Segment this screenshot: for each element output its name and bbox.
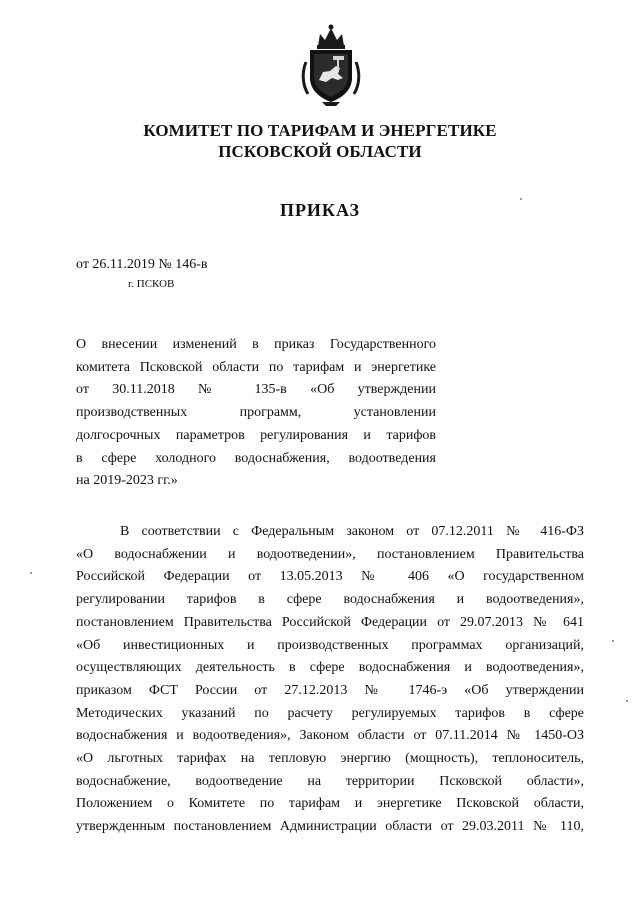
subject-line: комитета Псковской области по тарифам и энергетике <box>76 359 436 375</box>
organization-name-line-1: КОМИТЕТ ПО ТАРИФАМ И ЭНЕРГЕТИКЕ <box>143 121 497 140</box>
subject-line: от 30.11.2018 № 135-в «Об утверждении <box>76 382 436 398</box>
body-line: В соответствии с Федеральным законом от 07.12.2011 № 416-ФЗ <box>120 524 584 539</box>
document-subject <box>76 334 436 493</box>
coat-of-arms-icon <box>300 22 362 106</box>
organization-name <box>0 120 640 162</box>
subject-line: на 2019-2023 гг.» <box>76 473 178 489</box>
body-line: «О водоснабжении и водоотведении», постановлением Правительства <box>76 546 584 562</box>
body-line: «О льготных тарифах на тепловую энергию (мощность), теплоноситель, <box>76 751 584 767</box>
organization-name-line-2: ПСКОВСКОЙ ОБЛАСТИ <box>218 142 422 161</box>
body-line: Положением о Комитете по тарифам и энергетике Псковской области, <box>76 796 584 812</box>
subject-line: в сфере холодного водоснабжения, водоотведения <box>76 450 436 466</box>
body-line: водоснабжение, водоотведение на территории Псковской области», <box>76 773 584 789</box>
scan-speck <box>520 198 522 200</box>
body-line: утвержденным постановлением Администрации области от 29.03.2011 № 110, <box>76 819 584 835</box>
body-line: регулировании тарифов в сфере водоснабжения и водоотведения», <box>76 592 584 608</box>
body-line: Методических указаний по расчету регулируемых тарифов в сфере <box>76 705 584 721</box>
scan-speck <box>30 572 32 574</box>
body-line: постановлением Правительства Российской Федерации от 29.07.2013 № 641 <box>76 614 584 630</box>
document-city: г. ПСКОВ <box>128 278 175 290</box>
document-date-number: от 26.11.2019 № 146-в <box>76 257 208 272</box>
scan-speck <box>612 640 614 642</box>
body-line: Российской Федерации от 13.05.2013 № 406 «О государственном <box>76 569 584 585</box>
document-body <box>76 521 584 839</box>
document-title: ПРИКАЗ <box>279 200 361 220</box>
body-line: водоснабжения и водоотведения», Законом области от 07.11.2014 № 1450-ОЗ <box>76 728 584 744</box>
subject-line: долгосрочных параметров регулирования и тарифов <box>76 427 436 443</box>
subject-line: О внесении изменений в приказ Государственного <box>76 337 436 352</box>
scan-speck <box>626 700 628 702</box>
body-line: «Об инвестиционных и производственных программах организаций, <box>76 637 584 653</box>
subject-line: производственных программ, установлении <box>76 405 436 421</box>
body-line: осуществляющих деятельность в сфере водоснабжения и водоотведения», <box>76 660 584 676</box>
body-line: приказом ФСТ России от 27.12.2013 № 1746-э «Об утверждении <box>76 682 584 698</box>
